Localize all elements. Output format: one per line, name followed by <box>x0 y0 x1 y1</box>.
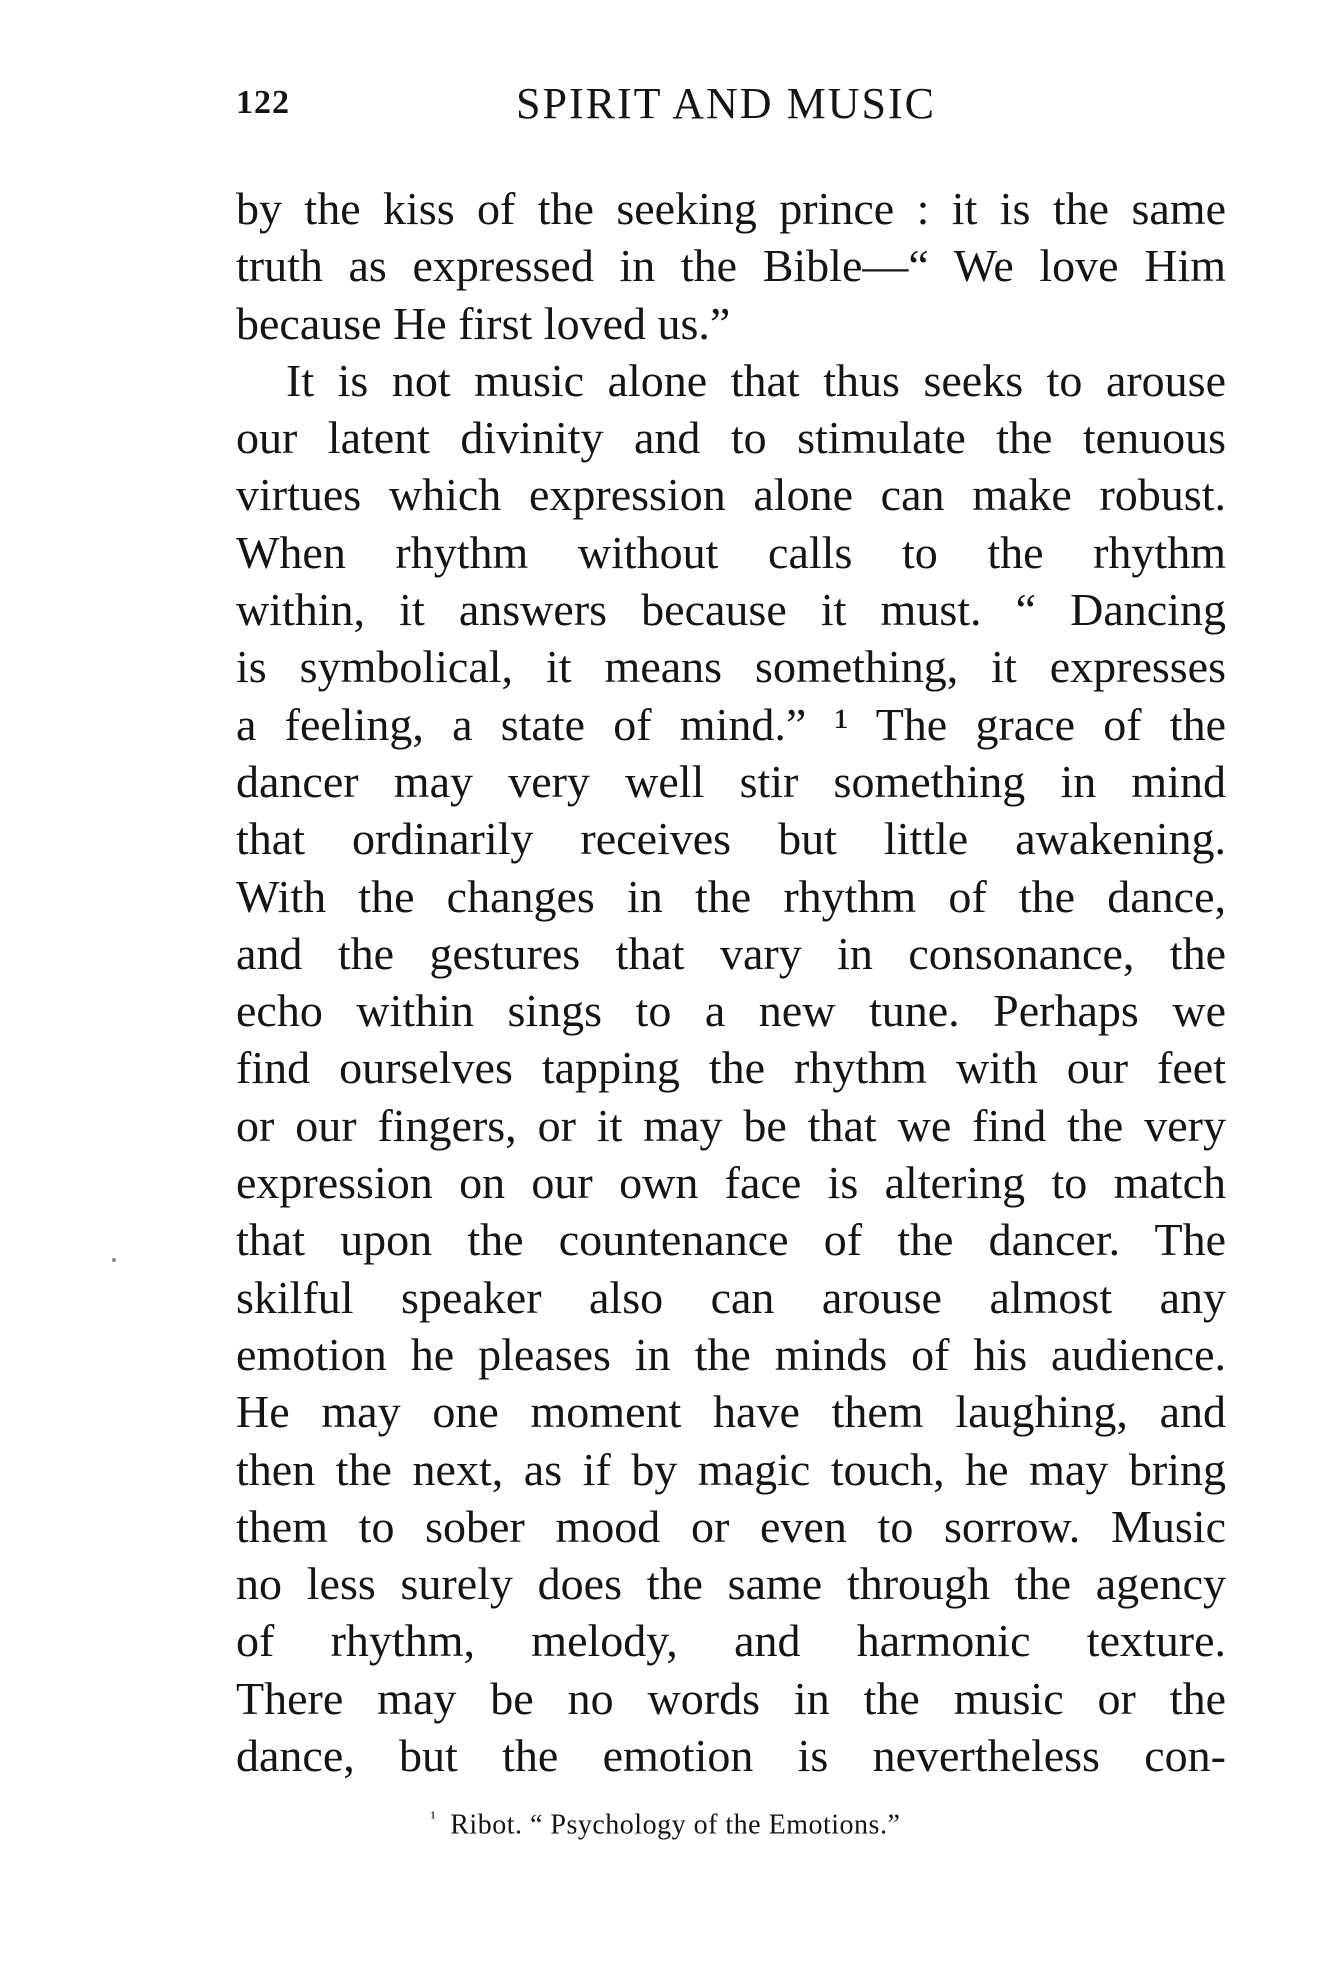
text-line: and the gestures that vary in consonance, the <box>236 927 1226 979</box>
text-line: dancer may very well stir something in mind <box>236 755 1226 807</box>
text-line: or our fingers, or it may be that we find the very <box>236 1099 1226 1151</box>
footnote <box>0 1808 1331 1841</box>
footnote-mark: ¹ <box>430 1808 437 1827</box>
text-line: virtues which expression alone can make robust. <box>236 469 1226 521</box>
body-text <box>236 180 1226 1784</box>
text-line: There may be no words in the music or the <box>236 1672 1226 1724</box>
text-line: our latent divinity and to stimulate the tenuous <box>236 412 1226 464</box>
text-line: is symbolical, it means something, it expresses <box>236 641 1226 693</box>
text-line: When rhythm without calls to the rhythm <box>236 526 1226 578</box>
text-line: no less surely does the same through the agency <box>236 1558 1226 1610</box>
text-line: echo within sings to a new tune. Perhaps we <box>236 985 1226 1037</box>
text-line: truth as expressed in the Bible—“ We love Him <box>236 240 1226 292</box>
text-line: dance, but the emotion is nevertheless con- <box>236 1730 1226 1782</box>
text-line: them to sober mood or even to sorrow. Music <box>236 1500 1226 1552</box>
text-line: It is not music alone that thus seeks to arouse <box>286 354 1226 406</box>
text-line: that upon the countenance of the dancer. The <box>236 1214 1226 1266</box>
paper-speck <box>112 1258 116 1262</box>
footnote-text: Ribot. “ Psychology of the Emotions.” <box>450 1809 901 1841</box>
text-line: With the changes in the rhythm of the dance, <box>236 870 1226 922</box>
text-line: of rhythm, melody, and harmonic texture. <box>236 1615 1226 1667</box>
text-line: because He first loved us.” <box>236 297 731 349</box>
text-line: He may one moment have them laughing, and <box>236 1386 1226 1438</box>
running-title: SPIRIT AND MUSIC <box>516 79 936 128</box>
text-line: by the kiss of the seeking prince : it is the same <box>236 183 1226 234</box>
text-line: that ordinarily receives but little awakening. <box>236 813 1226 865</box>
page-number: 122 <box>236 84 290 121</box>
text-line: emotion he pleases in the minds of his audience. <box>236 1328 1226 1380</box>
text-line: then the next, as if by magic touch, he may bring <box>236 1443 1226 1495</box>
text-line: a feeling, a state of mind.” ¹ The grace of the <box>236 698 1226 750</box>
text-line: expression on our own face is altering to match <box>236 1157 1226 1209</box>
running-head <box>236 78 1226 138</box>
text-line: within, it answers because it must. “ Dancing <box>236 584 1226 636</box>
text-line: skilful speaker also can arouse almost any <box>236 1271 1226 1323</box>
text-line: find ourselves tapping the rhythm with our feet <box>236 1042 1226 1094</box>
